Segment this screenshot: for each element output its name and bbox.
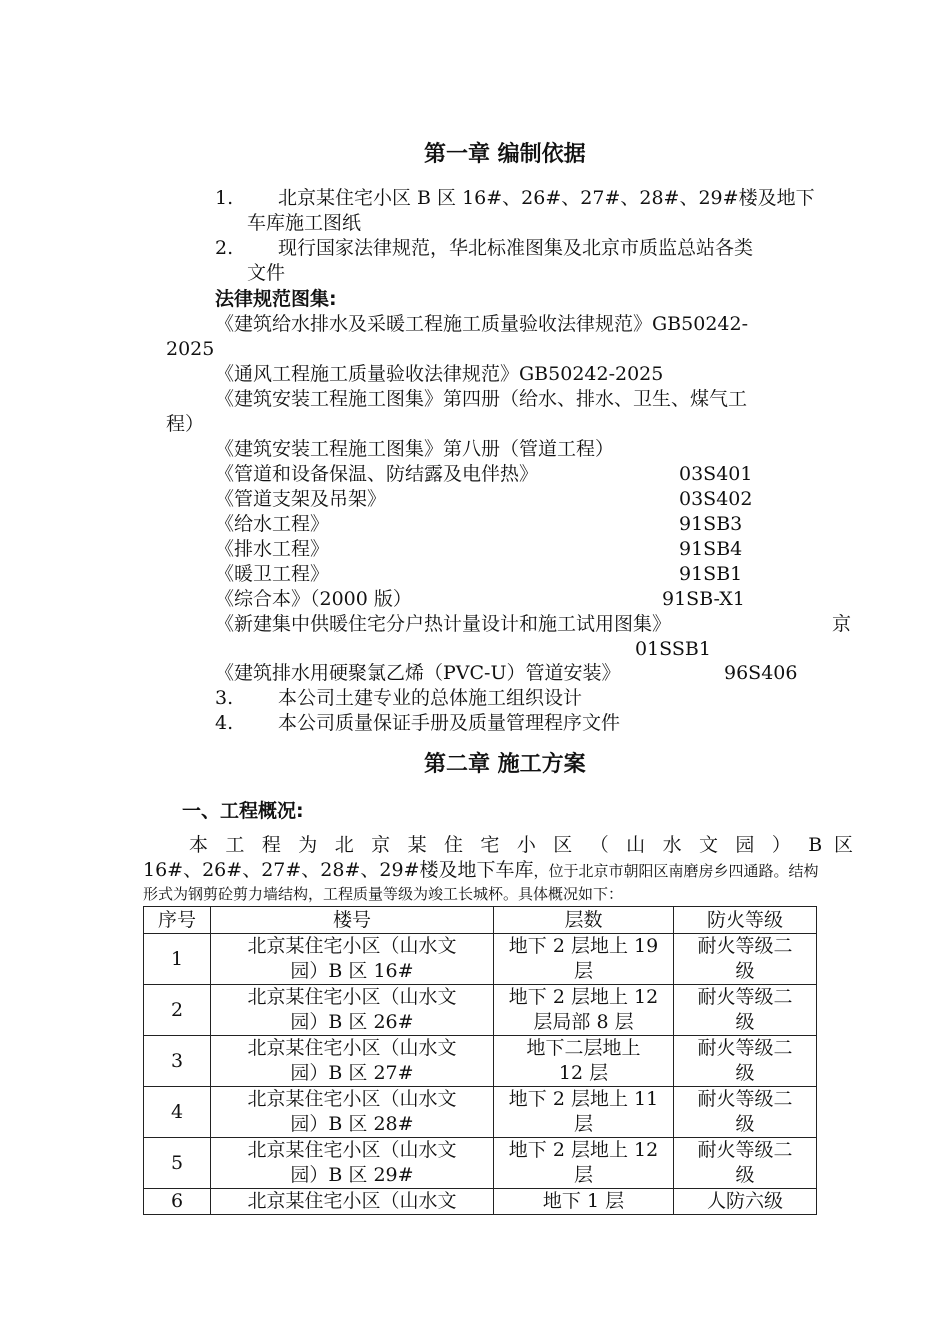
item2-number: 2. <box>215 237 234 259</box>
cell-serial: 5 <box>144 1138 211 1189</box>
cell-fire-rating: 耐火等级二 级 <box>674 1087 817 1138</box>
table-row <box>144 1138 817 1189</box>
header-building: 楼号 <box>211 907 494 934</box>
ref9-code: 91SB1 <box>679 563 743 585</box>
chapter2-title: 第二章 施工方案 <box>424 752 586 777</box>
ref8-name: 《排水工程》 <box>215 538 330 560</box>
table-row <box>144 1189 817 1215</box>
ref11-code: 01SSB1 <box>635 638 711 660</box>
item2-line1: 现行国家法律规范，华北标准图集及北京市质监总站各类 <box>278 237 754 259</box>
cell-fire-rating: 耐火等级二 级 <box>674 1138 817 1189</box>
cell-floors: 地下二层地上 12 层 <box>494 1036 674 1087</box>
item3-number: 3. <box>215 687 234 709</box>
cell-serial: 2 <box>144 985 211 1036</box>
ref9-name: 《暖卫工程》 <box>215 563 330 585</box>
table-row <box>144 1087 817 1138</box>
cell-building: 北京某住宅小区（山水文 园）B 区 28# <box>211 1087 494 1138</box>
header-fire-rating: 防火等级 <box>674 907 817 934</box>
cell-building: 北京某住宅小区（山水文 园）B 区 16# <box>211 934 494 985</box>
cell-serial: 4 <box>144 1087 211 1138</box>
item2-line2: 文件 <box>247 262 286 284</box>
ref10-code: 91SB-X1 <box>662 588 745 610</box>
cell-serial: 1 <box>144 934 211 985</box>
table-row <box>144 934 817 985</box>
ref12-name: 《建筑排水用硬聚氯乙烯（PVC-U）管道安装》 <box>215 662 621 684</box>
ref10-name: 《综合本》（2000 版） <box>215 588 412 610</box>
header-floors: 层数 <box>494 907 674 934</box>
ref4: 《建筑安装工程施工图集》第八册（管道工程） <box>215 438 615 460</box>
cell-fire-rating: 耐火等级二 级 <box>674 985 817 1036</box>
item1-line2: 车库施工图纸 <box>247 212 362 234</box>
ref5-name: 《管道和设备保温、防结露及电伴热》 <box>215 463 539 485</box>
ref3-line1: 《建筑安装工程施工图集》第四册（给水、排水、卫生、煤气工 <box>215 388 748 410</box>
table-header-row <box>144 907 817 934</box>
item3-text: 本公司土建专业的总体施工组织设计 <box>278 687 583 709</box>
cell-floors: 地下 2 层地上 19 层 <box>494 934 674 985</box>
ref1-line2: 2025 <box>166 338 215 360</box>
cell-floors: 地下 1 层 <box>494 1189 674 1215</box>
cell-floors: 地下 2 层地上 12 层局部 8 层 <box>494 985 674 1036</box>
overview-paragraph-line2-main: 16#、26#、27#、28#、29#楼及地下车库 <box>143 859 534 881</box>
cell-building: 北京某住宅小区（山水文 园）B 区 26# <box>211 985 494 1036</box>
building-summary-table <box>143 906 817 1215</box>
item1-line1: 北京某住宅小区 B 区 16#、26#、27#、28#、29#楼及地下 <box>278 187 815 209</box>
cell-fire-rating: 人防六级 <box>674 1189 817 1215</box>
ref11-name: 《新建集中供暖住宅分户热计量设计和施工试用图集》 <box>215 613 672 635</box>
cell-fire-rating: 耐火等级二 级 <box>674 1036 817 1087</box>
header-serial: 序号 <box>144 907 211 934</box>
ref6-code: 03S402 <box>679 488 753 510</box>
item1-number: 1. <box>215 187 234 209</box>
ref7-name: 《给水工程》 <box>215 513 330 535</box>
overview-paragraph-line3: 形式为钢剪砼剪力墙结构，工程质量等级为竣工长城杯。具体概况如下： <box>143 885 624 903</box>
section-heading-overview: 一、工程概况: <box>182 800 304 822</box>
cell-building: 北京某住宅小区（山水文 园）B 区 27# <box>211 1036 494 1087</box>
cell-serial: 6 <box>144 1189 211 1215</box>
overview-paragraph-line2-tail: ，位于北京市朝阳区南磨房乡四通路。结构 <box>533 862 819 880</box>
cell-fire-rating: 耐火等级二 级 <box>674 934 817 985</box>
ref2: 《通风工程施工质量验收法律规范》GB50242-2025 <box>215 363 664 385</box>
ref7-code: 91SB3 <box>679 513 743 535</box>
cell-building: 北京某住宅小区（山水文 园）B 区 29# <box>211 1138 494 1189</box>
item4-number: 4. <box>215 712 234 734</box>
table-row <box>144 985 817 1036</box>
standards-subheading: 法律规范图集: <box>215 288 337 310</box>
ref3-line2: 程） <box>166 413 205 435</box>
chapter1-title: 第一章 编制依据 <box>424 142 586 167</box>
ref11-code-prefix: 京 <box>832 613 852 635</box>
overview-paragraph-line1: 本 工 程 为 北 京 某 住 宅 小 区 （ 山 水 文 园 ） B 区 <box>189 834 853 856</box>
item4-text: 本公司质量保证手册及质量管理程序文件 <box>278 712 621 734</box>
cell-building: 北京某住宅小区（山水文 <box>211 1189 494 1215</box>
ref6-name: 《管道支架及吊架》 <box>215 488 387 510</box>
cell-floors: 地下 2 层地上 11 层 <box>494 1087 674 1138</box>
ref5-code: 03S401 <box>679 463 753 485</box>
ref8-code: 91SB4 <box>679 538 743 560</box>
ref1-line1: 《建筑给水排水及采暖工程施工质量验收法律规范》GB50242- <box>215 313 749 335</box>
cell-serial: 3 <box>144 1036 211 1087</box>
ref12-code: 96S406 <box>724 662 798 684</box>
overview-paragraph-line2 <box>143 858 819 884</box>
table-row <box>144 1036 817 1087</box>
cell-floors: 地下 2 层地上 12 层 <box>494 1138 674 1189</box>
